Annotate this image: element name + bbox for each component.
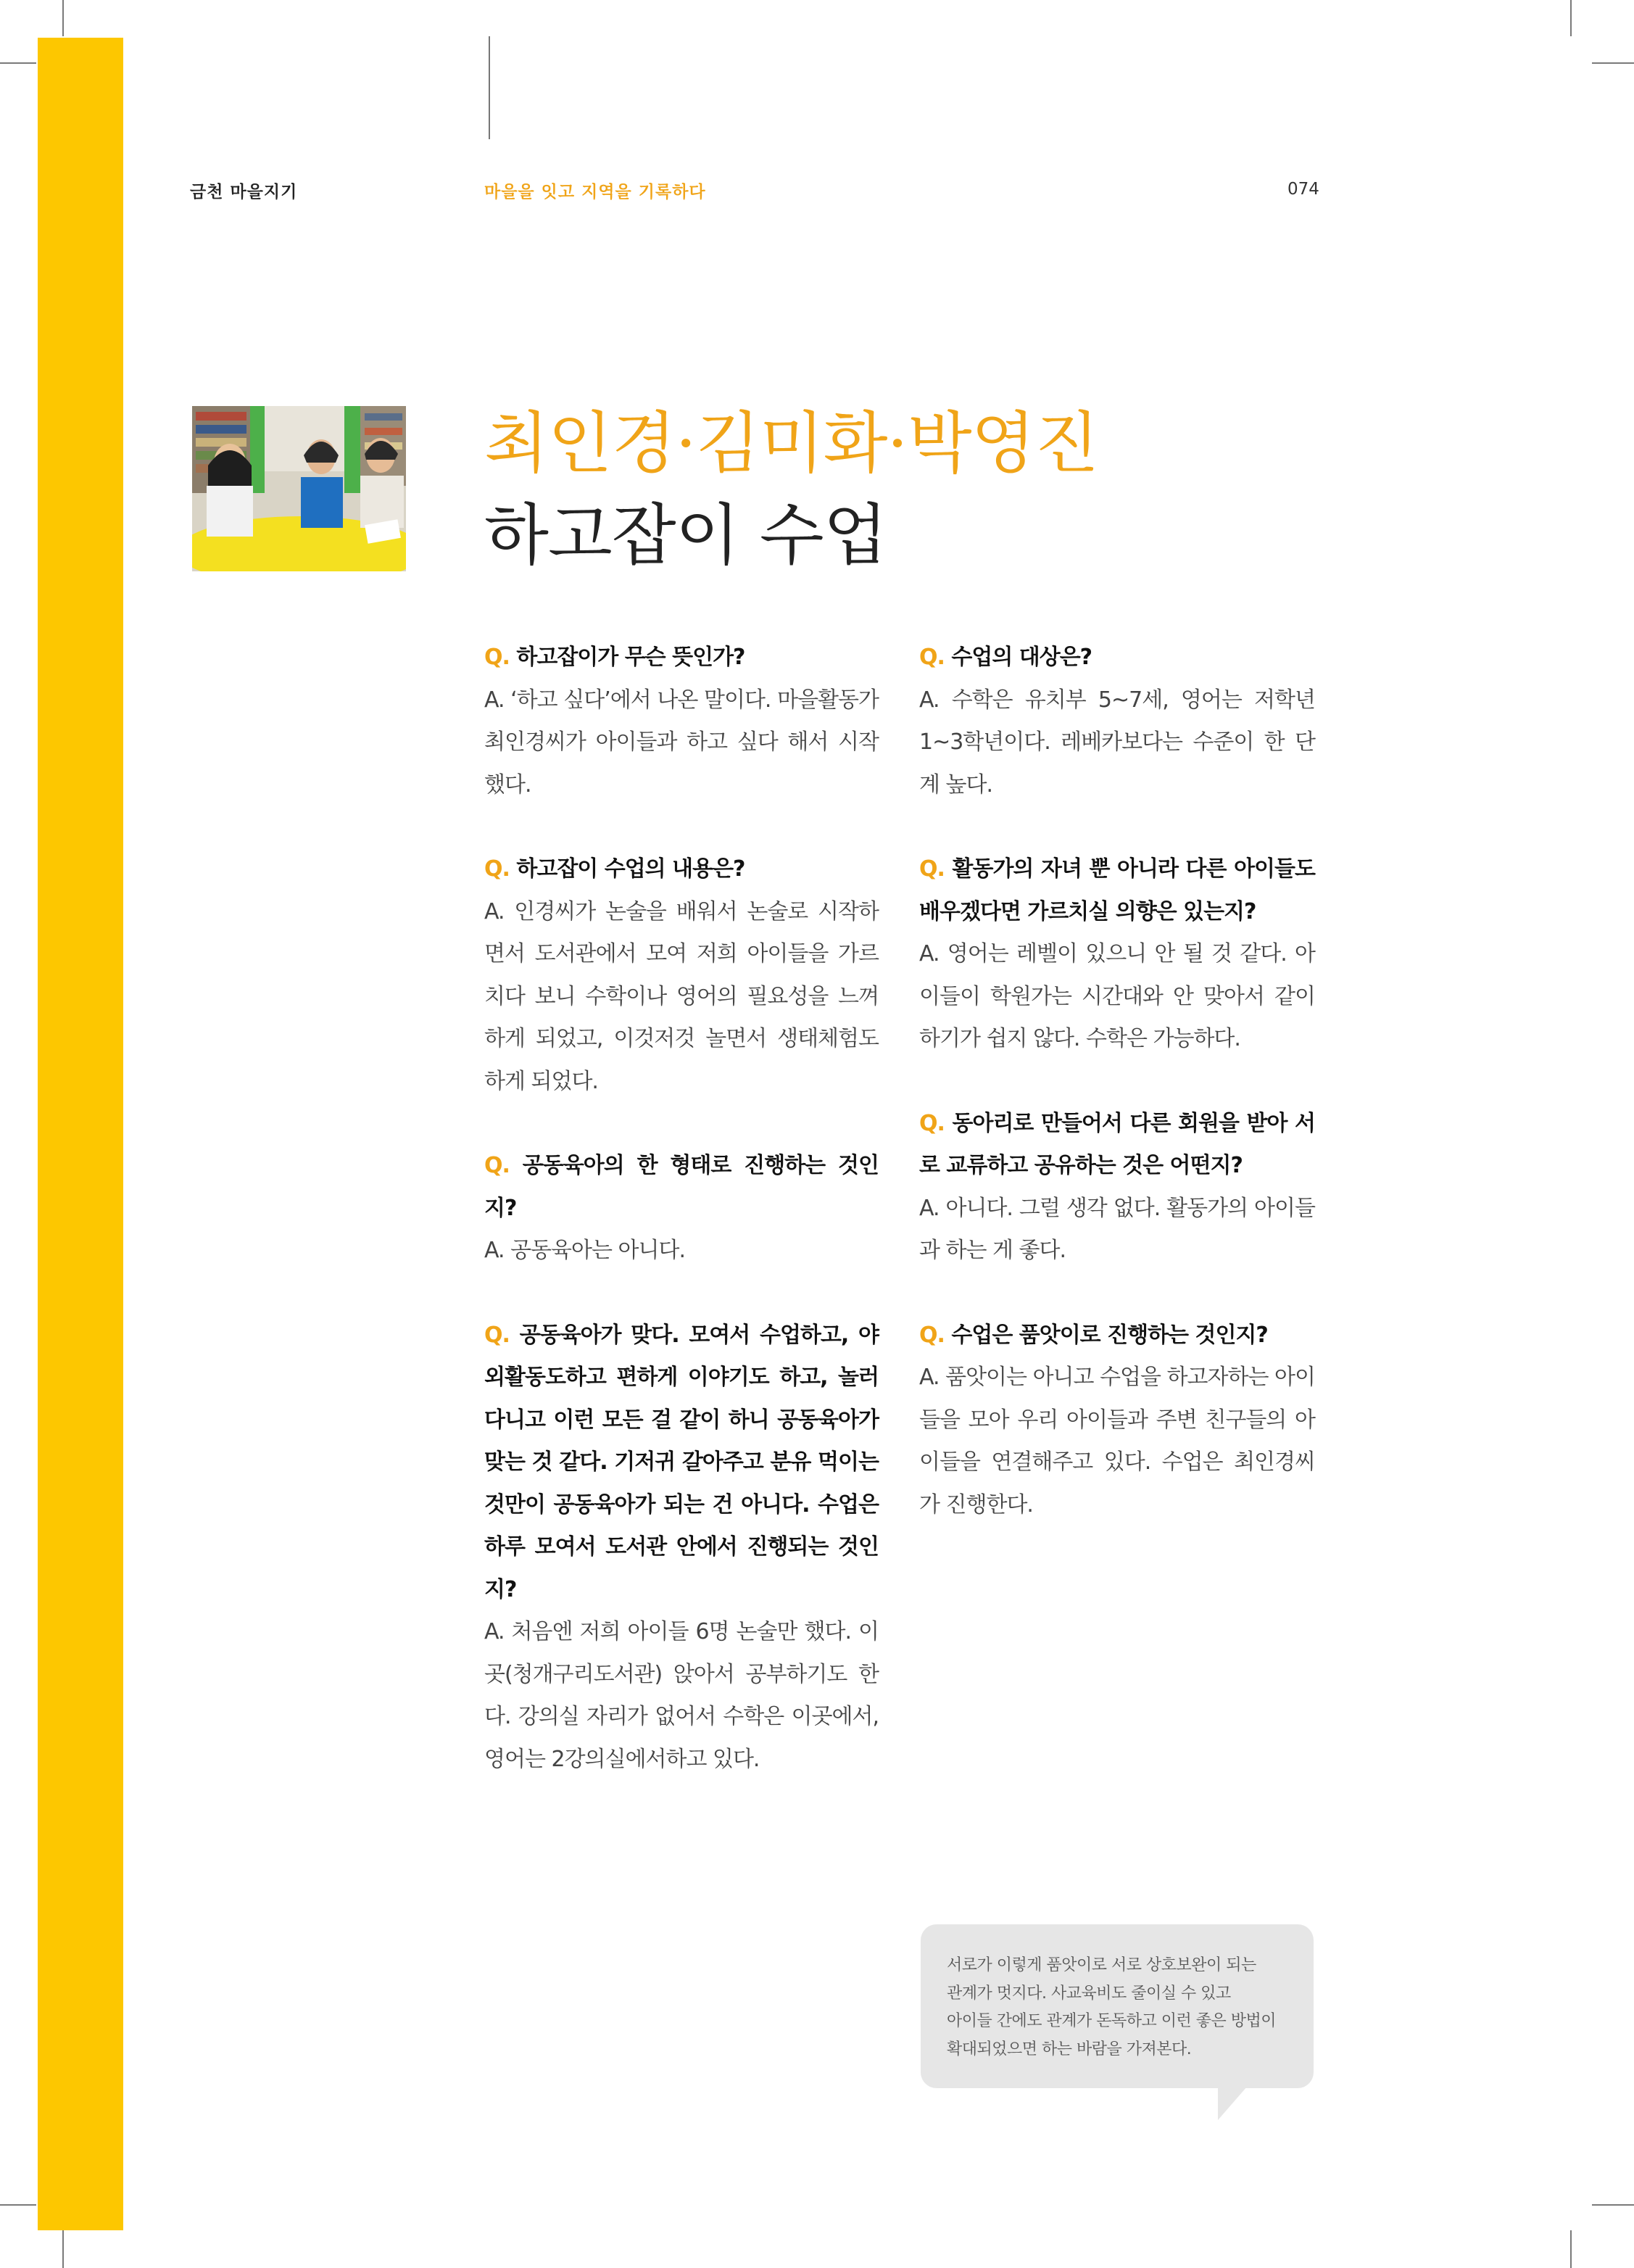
crop-mark — [0, 62, 36, 64]
question — [919, 1315, 1315, 1357]
bubble-line: 아이들 간에도 관계가 돈독하고 이런 좋은 방법이 — [947, 2012, 1277, 2030]
question — [484, 1315, 879, 1612]
interview-photo — [192, 406, 406, 571]
question-text: 공동육아의 한 형태로 진행하는 것인지? — [484, 1153, 879, 1221]
bubble-line: 서로가 이렇게 품앗이로 서로 상호보완이 되는 — [947, 1956, 1256, 1974]
crop-mark — [1570, 2230, 1572, 2268]
question — [919, 1103, 1315, 1188]
page-number: 074 — [1287, 180, 1319, 199]
answer-text: A. 수학은 유치부 5~7세, 영어는 저학년 1~3학년이다. 레베카보다는 수준이 한 단계 높다. — [919, 687, 1315, 798]
qa-item — [484, 1145, 879, 1272]
question — [919, 848, 1315, 933]
crop-mark — [1592, 2204, 1634, 2206]
qa-item — [484, 1315, 879, 1781]
answer-text: A. 아니다. 그럴 생각 없다. 활동가의 아이들과 하는 게 좋다. — [919, 1195, 1315, 1263]
qa-column-right — [919, 637, 1315, 1568]
crop-mark — [62, 2230, 64, 2268]
question-marker: Q. — [919, 1322, 945, 1348]
side-color-bar — [38, 38, 123, 2230]
answer-text: A. 영어는 레벨이 있으니 안 될 것 같다. 아이들이 학원가는 시간대와 안 맞아서 같이 하기가 쉽지 않다. 수학은 가능하다. — [919, 941, 1315, 1051]
section-title: 마을을 잇고 지역을 기록하다 — [484, 183, 706, 202]
question-marker: Q. — [919, 1110, 945, 1136]
question — [919, 637, 1315, 679]
article-title: 하고잡이 수업 — [484, 497, 887, 574]
qa-item — [919, 637, 1315, 806]
answer-text: A. ‘하고 싶다’에서 나온 말이다. 마을활동가 최인경씨가 아이들과 하고 싶다 해서 시작했다. — [484, 687, 879, 798]
comment-bubble — [921, 1924, 1314, 2088]
qa-item — [484, 848, 879, 1103]
answer-text: A. 인경씨가 논술을 배워서 논술로 시작하면서 도서관에서 모여 저희 아이들을 가르치다 보니 수학이나 영어의 필요성을 느껴 하게 되었고, 이것저것 놀면서 생태체험도 하게 되었다. — [484, 898, 879, 1094]
question — [484, 848, 879, 891]
question-marker: Q. — [484, 1153, 510, 1178]
crop-mark — [62, 0, 64, 36]
answer-text: A. 처음엔 저희 아이들 6명 논술만 했다. 이 곳(청개구리도서관) 앉아서 공부하기도 한다. 강의실 자리가 없어서 수학은 이곳에서, 영어는 2강의실에서하고 있다. — [484, 1619, 879, 1772]
book-title: 금천 마을지기 — [190, 183, 298, 202]
question-text: 수업의 대상은? — [951, 645, 1092, 670]
answer-text: A. 공동육아는 아니다. — [484, 1238, 685, 1263]
question-text: 활동가의 자녀 뿐 아니라 다른 아이들도 배우겠다면 가르치실 의향은 있는지? — [919, 856, 1315, 924]
article-title-names: 최인경·김미화·박영진 — [484, 405, 1099, 482]
qa-item — [919, 848, 1315, 1061]
question-text: 수업은 품앗이로 진행하는 것인지? — [951, 1322, 1268, 1348]
question-text: 하고잡이가 무슨 뜻인가? — [516, 645, 745, 670]
qa-item — [919, 1315, 1315, 1527]
crop-mark — [1570, 0, 1572, 36]
bubble-line: 확대되었으면 하는 바람을 가져본다. — [947, 2040, 1192, 2058]
answer-text: A. 품앗이는 아니고 수업을 하고자하는 아이들을 모아 우리 아이들과 주변 친구들의 아이들을 연결해주고 있다. 수업은 최인경씨가 진행한다. — [919, 1365, 1315, 1518]
crop-mark — [0, 2204, 36, 2206]
crop-mark — [1592, 62, 1634, 64]
question-text: 동아리로 만들어서 다른 회원을 받아 서로 교류하고 공유하는 것은 어떤지? — [919, 1110, 1315, 1178]
photo-illustration — [192, 406, 406, 571]
question-text: 공동육아가 맞다. 모여서 수업하고, 야외활동도하고 편하게 이야기도 하고, 놀러다니고 이런 모든 걸 같이 하니 공동육아가 맞는 것 같다. 기저귀 갈아주고 분유 먹이는 것만이 공동육아가 되는 건 아니다. 수업은 하루 모여서 도서관 안에서 진행되는 것인지? — [484, 1322, 879, 1602]
question-text: 하고잡이 수업의 내용은? — [516, 856, 745, 882]
question-marker: Q. — [484, 856, 510, 882]
question — [484, 637, 879, 679]
question-marker: Q. — [919, 645, 945, 670]
question — [484, 1145, 879, 1230]
qa-column-left — [484, 637, 879, 1823]
question-marker: Q. — [484, 1322, 510, 1348]
header-divider — [489, 36, 490, 139]
bubble-tail — [1218, 2087, 1247, 2120]
question-marker: Q. — [919, 856, 945, 882]
bubble-line: 관계가 멋지다. 사교육비도 줄이실 수 있고 — [947, 1984, 1231, 2003]
qa-item — [919, 1103, 1315, 1272]
question-marker: Q. — [484, 645, 510, 670]
qa-item — [484, 637, 879, 806]
